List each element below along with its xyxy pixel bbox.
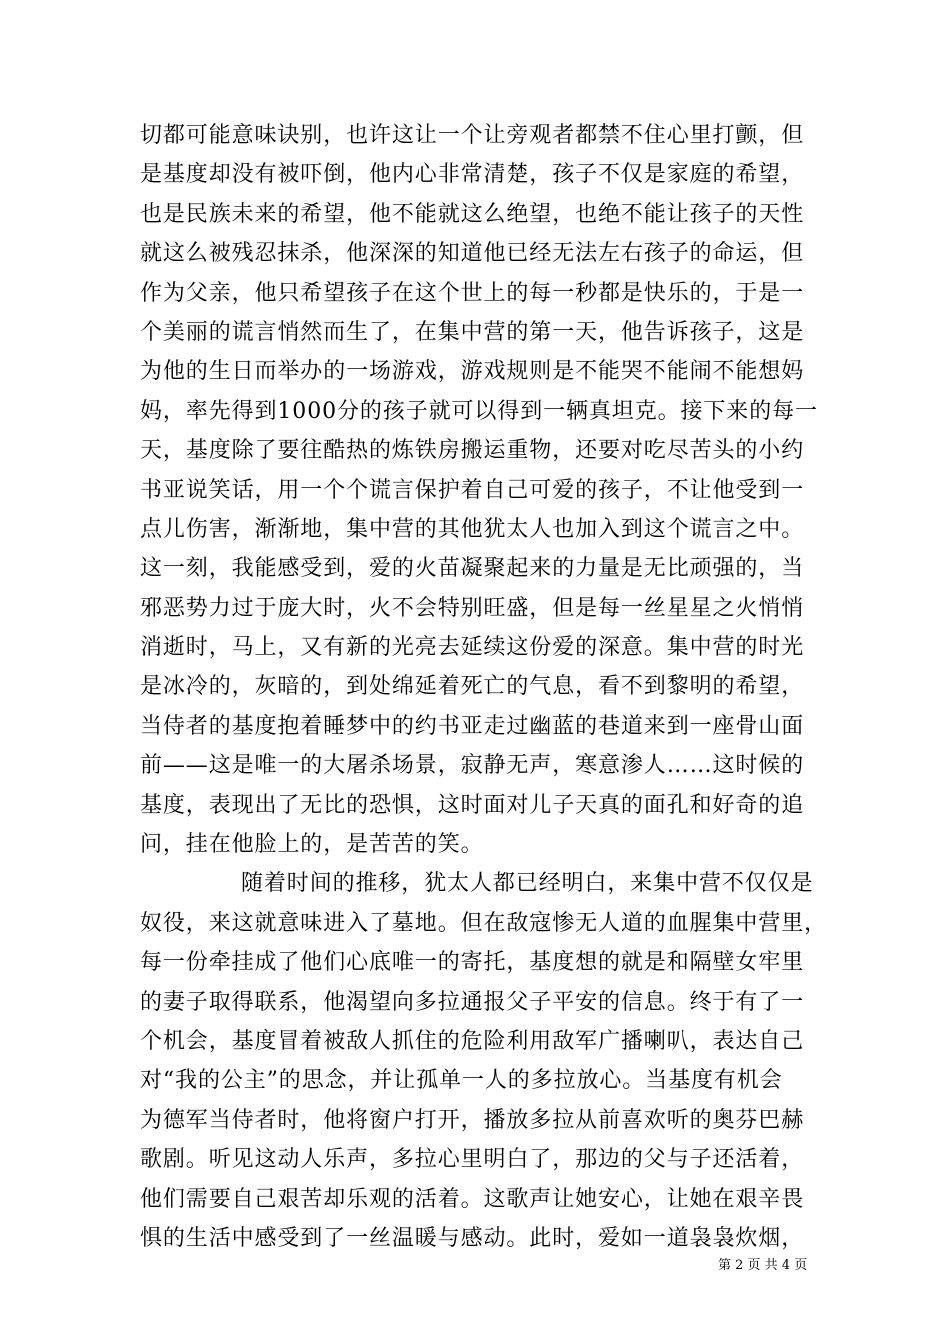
text-line: 歌剧。听见这动人乐声，多拉心里明白了，那边的父与子还活着，: [140, 1147, 805, 1173]
text-line: 天，基度除了要往酷热的炼铁房搬运重物，还要对吃尽苦头的小约: [140, 438, 805, 464]
text-line: 书亚说笑话，用一个个谎言保护着自己可爱的孩子，不让他受到一: [140, 477, 805, 503]
paragraph-1: [140, 116, 820, 864]
text-line: 妈，率先得到1000分的孩子就可以得到一辆真坦克。接下来的每一: [140, 398, 818, 424]
text-line: 作为父亲，他只希望孩子在这个世上的每一秒都是快乐的，于是一: [140, 280, 805, 306]
text-line: 邪恶势力过于庞大时，火不会特别旺盛，但是每一丝星星之火悄悄: [140, 595, 805, 621]
text-line: 这一刻，我能感受到，爱的火苗凝聚起来的力量是无比顽强的，当: [140, 556, 805, 582]
text-line: 也是民族未来的希望，他不能就这么绝望，也绝不能让孩子的天性: [140, 201, 805, 227]
text-line: 奴役，来这就意味进入了墓地。但在敌寇惨无人道的血腥集中营里，: [140, 910, 828, 936]
text-line: 的妻子取得联系，他渴望向多拉通报父子平安的信息。终于有了一: [140, 989, 805, 1015]
text-line: 惧的生活中感受到了一丝温暖与感动。此时，爱如一道袅袅炊烟，: [140, 1225, 805, 1251]
text-line: 是基度却没有被吓倒，他内心非常清楚，孩子不仅是家庭的希望，: [140, 162, 805, 188]
text-line: 前——这是唯一的大屠杀场景，寂静无声，寒意渗人……这时候的: [140, 753, 805, 779]
text-line: 点儿伤害，渐渐地，集中营的其他犹太人也加入到这个谎言之中。: [140, 516, 805, 542]
text-line: 对“我的公主”的思念，并让孤单一人的多拉放心。当基度有机会: [140, 1068, 783, 1094]
text-line: 每一份牵挂成了他们心底唯一的寄托，基度想的就是和隔壁女牢里: [140, 950, 805, 976]
text-line: 消逝时，马上，又有新的光亮去延续这份爱的深意。集中营的时光: [140, 635, 805, 661]
text-line: 切都可能意味诀别，也许这让一个让旁观者都禁不住心里打颤，但: [140, 123, 805, 148]
page-number: 第 2 页 共 4 页: [718, 1258, 808, 1273]
text-line: 随着时间的推移，犹太人都已经明白，来集中营不仅仅是: [241, 871, 814, 897]
text-line: 当侍者的基度抱着睡梦中的约书亚走过幽蓝的巷道来到一座骨山面: [140, 713, 805, 739]
text-line: 问，挂在他脸上的，是苦苦的笑。: [140, 832, 484, 858]
text-line: 是冰冷的，灰暗的，到处绵延着死亡的气息，看不到黎明的希望，: [140, 674, 805, 700]
text-line: 个美丽的谎言悄然而生了，在集中营的第一天，他告诉孩子，这是: [140, 319, 805, 345]
body-text: [140, 116, 828, 1258]
text-line: 他们需要自己艰苦却乐观的活着。这歌声让她安心，让她在艰辛畏: [140, 1186, 805, 1212]
paragraph-2: [140, 864, 828, 1258]
text-line: 就这么被残忍抹杀，他深深的知道他已经无法左右孩子的命运，但: [140, 241, 805, 267]
text-line: 基度，表现出了无比的恐惧，这时面对儿子天真的面孔和好奇的追: [140, 792, 805, 818]
text-line: 为他的生日而举办的一场游戏，游戏规则是不能哭不能闹不能想妈: [140, 359, 805, 385]
text-line: 为德军当侍者时，他将窗户打开，播放多拉从前喜欢听的奥芬巴赫: [140, 1107, 805, 1133]
text-line: 个机会，基度冒着被敌人抓住的危险利用敌军广播喇叭，表达自己: [140, 1028, 805, 1054]
